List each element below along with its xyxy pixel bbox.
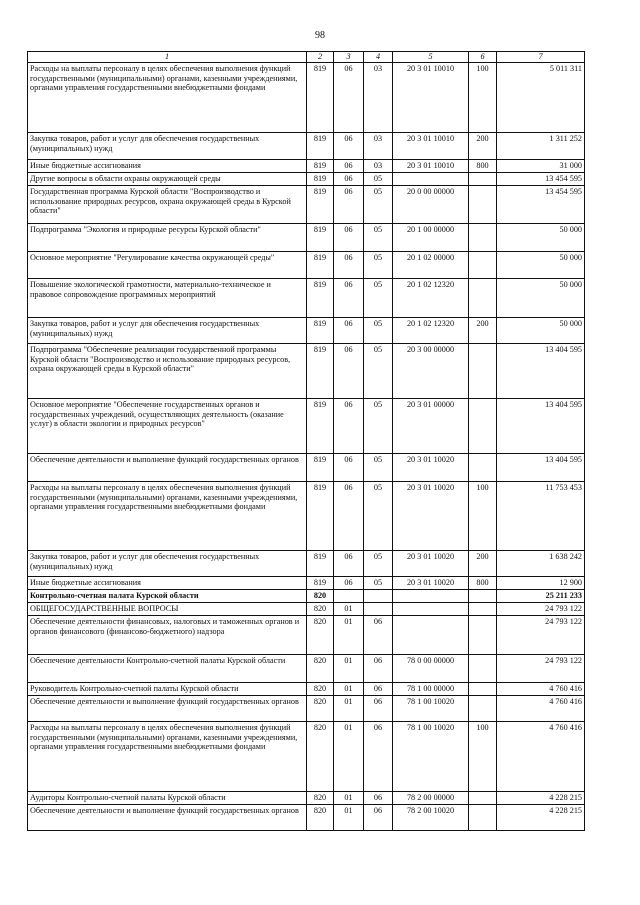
row-grbs-cell: 819	[307, 453, 334, 481]
row-target-article-cell: 78 1 00 00000	[393, 682, 469, 695]
row-subsection-cell	[364, 589, 393, 602]
row-amount-cell: 13 454 595	[497, 185, 585, 223]
table-row	[28, 654, 585, 682]
row-expense-type-cell	[469, 172, 497, 185]
row-name-cell: Подпрограмма "Обеспечение реализации государственной программы Курской области "Воспроизводство и использование природных ресурсов, охрана окружающей среды в Курской области"	[28, 343, 307, 398]
row-expense-type-cell: 100	[469, 481, 497, 550]
row-section-cell: 06	[334, 278, 364, 317]
row-expense-type-cell	[469, 278, 497, 317]
row-section-cell: 01	[334, 791, 364, 804]
table-row	[28, 615, 585, 654]
row-amount-cell: 4 760 416	[497, 721, 585, 791]
row-subsection-cell: 05	[364, 481, 393, 550]
row-target-article-cell: 78 0 00 00000	[393, 654, 469, 682]
row-amount-cell: 50 000	[497, 278, 585, 317]
row-target-article-cell: 20 3 01 10010	[393, 159, 469, 172]
row-name-cell: Другие вопросы в области охраны окружающей среды	[28, 172, 307, 185]
table-row	[28, 791, 585, 804]
row-amount-cell: 24 793 122	[497, 654, 585, 682]
row-name-cell: Обеспечение деятельности финансовых, налоговых и таможенных органов и органов финансового (финансово-бюджетного) надзора	[28, 615, 307, 654]
table-row	[28, 185, 585, 223]
row-subsection-cell: 05	[364, 576, 393, 589]
row-name-cell: Основное мероприятие "Регулирование качества окружающей среды"	[28, 251, 307, 278]
row-section-cell: 06	[334, 159, 364, 172]
row-target-article-cell	[393, 615, 469, 654]
row-name-cell: Руководитель Контрольно-счетной палаты Курской области	[28, 682, 307, 695]
row-amount-cell: 50 000	[497, 251, 585, 278]
row-subsection-cell: 06	[364, 804, 393, 830]
row-target-article-cell	[393, 602, 469, 615]
row-subsection-cell: 05	[364, 185, 393, 223]
row-name-cell: Закупка товаров, работ и услуг для обеспечения государственных (муниципальных) нужд	[28, 132, 307, 159]
row-grbs-cell: 820	[307, 721, 334, 791]
row-name-cell: Основное мероприятие "Обеспечение государственных органов и государственных учреждений, осуществляющих деятельность (оказание услуг) в области экологии и природных ресурсов"	[28, 398, 307, 453]
row-section-cell: 06	[334, 398, 364, 453]
row-subsection-cell: 05	[364, 251, 393, 278]
table-row	[28, 481, 585, 550]
row-grbs-cell: 820	[307, 804, 334, 830]
row-section-cell: 06	[334, 550, 364, 576]
row-grbs-cell: 819	[307, 343, 334, 398]
row-grbs-cell: 820	[307, 695, 334, 721]
table-row	[28, 223, 585, 251]
row-section-cell: 06	[334, 132, 364, 159]
row-target-article-cell: 20 3 01 10020	[393, 481, 469, 550]
row-name-cell: Иные бюджетные ассигнования	[28, 576, 307, 589]
row-grbs-cell: 819	[307, 576, 334, 589]
row-amount-cell: 13 404 595	[497, 453, 585, 481]
row-section-cell: 06	[334, 453, 364, 481]
page-number: 98	[315, 30, 325, 41]
row-grbs-cell: 820	[307, 791, 334, 804]
table-row	[28, 132, 585, 159]
row-target-article-cell: 78 1 00 10020	[393, 695, 469, 721]
table-row	[28, 317, 585, 343]
row-target-article-cell: 78 2 00 10020	[393, 804, 469, 830]
row-subsection-cell: 05	[364, 398, 393, 453]
row-amount-cell: 12 900	[497, 576, 585, 589]
row-target-article-cell: 20 1 02 12320	[393, 317, 469, 343]
row-name-cell: Обеспечение деятельности и выполнение функций государственных органов	[28, 695, 307, 721]
header-row	[28, 52, 585, 63]
row-section-cell: 06	[334, 317, 364, 343]
table-row	[28, 251, 585, 278]
header-col-6: 6	[469, 52, 497, 63]
row-grbs-cell: 820	[307, 654, 334, 682]
row-expense-type-cell: 100	[469, 721, 497, 791]
row-grbs-cell: 819	[307, 172, 334, 185]
budget-table	[27, 51, 585, 831]
row-grbs-cell: 819	[307, 398, 334, 453]
row-name-cell: Аудиторы Контрольно-счетной палаты Курской области	[28, 791, 307, 804]
row-grbs-cell: 819	[307, 185, 334, 223]
row-grbs-cell: 819	[307, 132, 334, 159]
table-row	[28, 159, 585, 172]
row-subsection-cell: 05	[364, 343, 393, 398]
row-section-cell	[334, 589, 364, 602]
row-expense-type-cell	[469, 804, 497, 830]
row-section-cell: 01	[334, 682, 364, 695]
row-subsection-cell: 05	[364, 172, 393, 185]
row-amount-cell: 1 311 252	[497, 132, 585, 159]
row-name-cell: Закупка товаров, работ и услуг для обеспечения государственных (муниципальных) нужд	[28, 317, 307, 343]
row-amount-cell: 13 404 595	[497, 343, 585, 398]
row-name-cell: ОБЩЕГОСУДАРСТВЕННЫЕ ВОПРОСЫ	[28, 602, 307, 615]
table-row	[28, 695, 585, 721]
row-name-cell: Обеспечение деятельности Контрольно-счетной палаты Курской области	[28, 654, 307, 682]
row-section-cell: 06	[334, 62, 364, 132]
row-expense-type-cell	[469, 343, 497, 398]
row-grbs-cell: 819	[307, 278, 334, 317]
row-subsection-cell	[364, 602, 393, 615]
row-target-article-cell: 78 1 00 10020	[393, 721, 469, 791]
table-row	[28, 589, 585, 602]
row-section-cell: 06	[334, 343, 364, 398]
row-subsection-cell: 05	[364, 223, 393, 251]
row-expense-type-cell: 200	[469, 317, 497, 343]
table-row	[28, 62, 585, 132]
table-row	[28, 550, 585, 576]
row-section-cell: 06	[334, 172, 364, 185]
row-name-cell: Контрольно-счетная палата Курской области	[28, 589, 307, 602]
row-section-cell: 06	[334, 223, 364, 251]
row-subsection-cell: 06	[364, 695, 393, 721]
row-target-article-cell: 20 3 01 10020	[393, 453, 469, 481]
row-section-cell: 06	[334, 481, 364, 550]
row-target-article-cell: 20 1 02 12320	[393, 278, 469, 317]
row-expense-type-cell: 800	[469, 159, 497, 172]
row-target-article-cell: 78 2 00 00000	[393, 791, 469, 804]
row-subsection-cell: 06	[364, 682, 393, 695]
row-grbs-cell: 820	[307, 602, 334, 615]
row-name-cell: Обеспечение деятельности и выполнение функций государственных органов	[28, 453, 307, 481]
table-row	[28, 682, 585, 695]
row-expense-type-cell: 800	[469, 576, 497, 589]
row-expense-type-cell: 100	[469, 62, 497, 132]
row-amount-cell: 5 011 311	[497, 62, 585, 132]
row-amount-cell: 4 760 416	[497, 682, 585, 695]
header-col-2: 2	[307, 52, 334, 63]
table-row	[28, 172, 585, 185]
row-name-cell: Расходы на выплаты персоналу в целях обеспечения выполнения функций государственными (муниципальными) органами, казенными учреждениями, органами управления государственными внебюджетными фондами	[28, 481, 307, 550]
row-name-cell: Обеспечение деятельности и выполнение функций государственных органов	[28, 804, 307, 830]
row-amount-cell: 13 454 595	[497, 172, 585, 185]
row-expense-type-cell	[469, 185, 497, 223]
row-name-cell: Повышение экологической грамотности, материально-техническое и правовое сопровождение программных мероприятий	[28, 278, 307, 317]
row-name-cell: Подпрограмма "Экология и природные ресурсы Курской области"	[28, 223, 307, 251]
row-amount-cell: 24 793 122	[497, 602, 585, 615]
row-expense-type-cell	[469, 223, 497, 251]
row-target-article-cell: 20 3 01 10010	[393, 62, 469, 132]
row-amount-cell: 25 211 233	[497, 589, 585, 602]
row-target-article-cell: 20 3 01 10020	[393, 550, 469, 576]
row-expense-type-cell: 200	[469, 132, 497, 159]
row-grbs-cell: 819	[307, 481, 334, 550]
table-row	[28, 804, 585, 830]
row-section-cell: 01	[334, 602, 364, 615]
table-row	[28, 398, 585, 453]
table-row	[28, 278, 585, 317]
row-expense-type-cell	[469, 682, 497, 695]
row-subsection-cell: 03	[364, 62, 393, 132]
row-grbs-cell: 819	[307, 317, 334, 343]
header-col-4: 4	[364, 52, 393, 63]
row-amount-cell: 4 760 416	[497, 695, 585, 721]
row-grbs-cell: 819	[307, 159, 334, 172]
table-row	[28, 602, 585, 615]
table-row	[28, 453, 585, 481]
row-target-article-cell: 20 1 02 00000	[393, 251, 469, 278]
row-subsection-cell: 05	[364, 550, 393, 576]
row-target-article-cell: 20 3 01 10010	[393, 132, 469, 159]
row-target-article-cell: 20 3 00 00000	[393, 343, 469, 398]
row-amount-cell: 24 793 122	[497, 615, 585, 654]
row-amount-cell: 50 000	[497, 317, 585, 343]
row-expense-type-cell: 200	[469, 550, 497, 576]
row-section-cell: 06	[334, 576, 364, 589]
row-expense-type-cell	[469, 398, 497, 453]
row-grbs-cell: 819	[307, 223, 334, 251]
row-amount-cell: 4 228 215	[497, 791, 585, 804]
row-expense-type-cell	[469, 602, 497, 615]
row-expense-type-cell	[469, 251, 497, 278]
row-target-article-cell	[393, 589, 469, 602]
row-expense-type-cell	[469, 695, 497, 721]
row-expense-type-cell	[469, 791, 497, 804]
header-col-5: 5	[393, 52, 469, 63]
row-amount-cell: 11 753 453	[497, 481, 585, 550]
row-target-article-cell: 20 1 00 00000	[393, 223, 469, 251]
row-subsection-cell: 05	[364, 453, 393, 481]
row-amount-cell: 1 638 242	[497, 550, 585, 576]
row-section-cell: 01	[334, 695, 364, 721]
header-col-7: 7	[497, 52, 585, 63]
row-target-article-cell: 20 3 01 00000	[393, 398, 469, 453]
row-name-cell: Государственная программа Курской области "Воспроизводство и использование природных ресурсов, охрана окружающей среды в Курской области"	[28, 185, 307, 223]
header-col-3: 3	[334, 52, 364, 63]
row-section-cell: 01	[334, 804, 364, 830]
row-subsection-cell: 06	[364, 791, 393, 804]
row-expense-type-cell	[469, 654, 497, 682]
row-target-article-cell: 20 3 01 10020	[393, 576, 469, 589]
row-grbs-cell: 820	[307, 682, 334, 695]
table-row	[28, 343, 585, 398]
row-expense-type-cell	[469, 589, 497, 602]
table-row	[28, 576, 585, 589]
table-row	[28, 721, 585, 791]
table-body	[28, 62, 585, 830]
row-subsection-cell: 06	[364, 654, 393, 682]
row-subsection-cell: 03	[364, 159, 393, 172]
row-subsection-cell: 06	[364, 615, 393, 654]
row-expense-type-cell	[469, 615, 497, 654]
row-amount-cell: 50 000	[497, 223, 585, 251]
row-amount-cell: 13 404 595	[497, 398, 585, 453]
header-col-1: 1	[28, 52, 307, 63]
row-name-cell: Закупка товаров, работ и услуг для обеспечения государственных (муниципальных) нужд	[28, 550, 307, 576]
row-amount-cell: 4 228 215	[497, 804, 585, 830]
row-grbs-cell: 819	[307, 550, 334, 576]
row-subsection-cell: 05	[364, 278, 393, 317]
row-section-cell: 06	[334, 185, 364, 223]
row-subsection-cell: 05	[364, 317, 393, 343]
row-grbs-cell: 819	[307, 251, 334, 278]
row-section-cell: 01	[334, 654, 364, 682]
row-name-cell: Расходы на выплаты персоналу в целях обеспечения выполнения функций государственными (муниципальными) органами, казенными учреждениями, органами управления государственными внебюджетными фондами	[28, 62, 307, 132]
row-grbs-cell: 820	[307, 589, 334, 602]
row-section-cell: 01	[334, 721, 364, 791]
row-name-cell: Расходы на выплаты персоналу в целях обеспечения выполнения функций государственными (муниципальными) органами, казенными учреждениями, органами управления государственными внебюджетными фондами	[28, 721, 307, 791]
row-expense-type-cell	[469, 453, 497, 481]
row-target-article-cell: 20 0 00 00000	[393, 185, 469, 223]
row-amount-cell: 31 000	[497, 159, 585, 172]
row-target-article-cell	[393, 172, 469, 185]
row-subsection-cell: 06	[364, 721, 393, 791]
row-section-cell: 01	[334, 615, 364, 654]
row-grbs-cell: 820	[307, 615, 334, 654]
row-name-cell: Иные бюджетные ассигнования	[28, 159, 307, 172]
row-section-cell: 06	[334, 251, 364, 278]
row-subsection-cell: 03	[364, 132, 393, 159]
row-grbs-cell: 819	[307, 62, 334, 132]
